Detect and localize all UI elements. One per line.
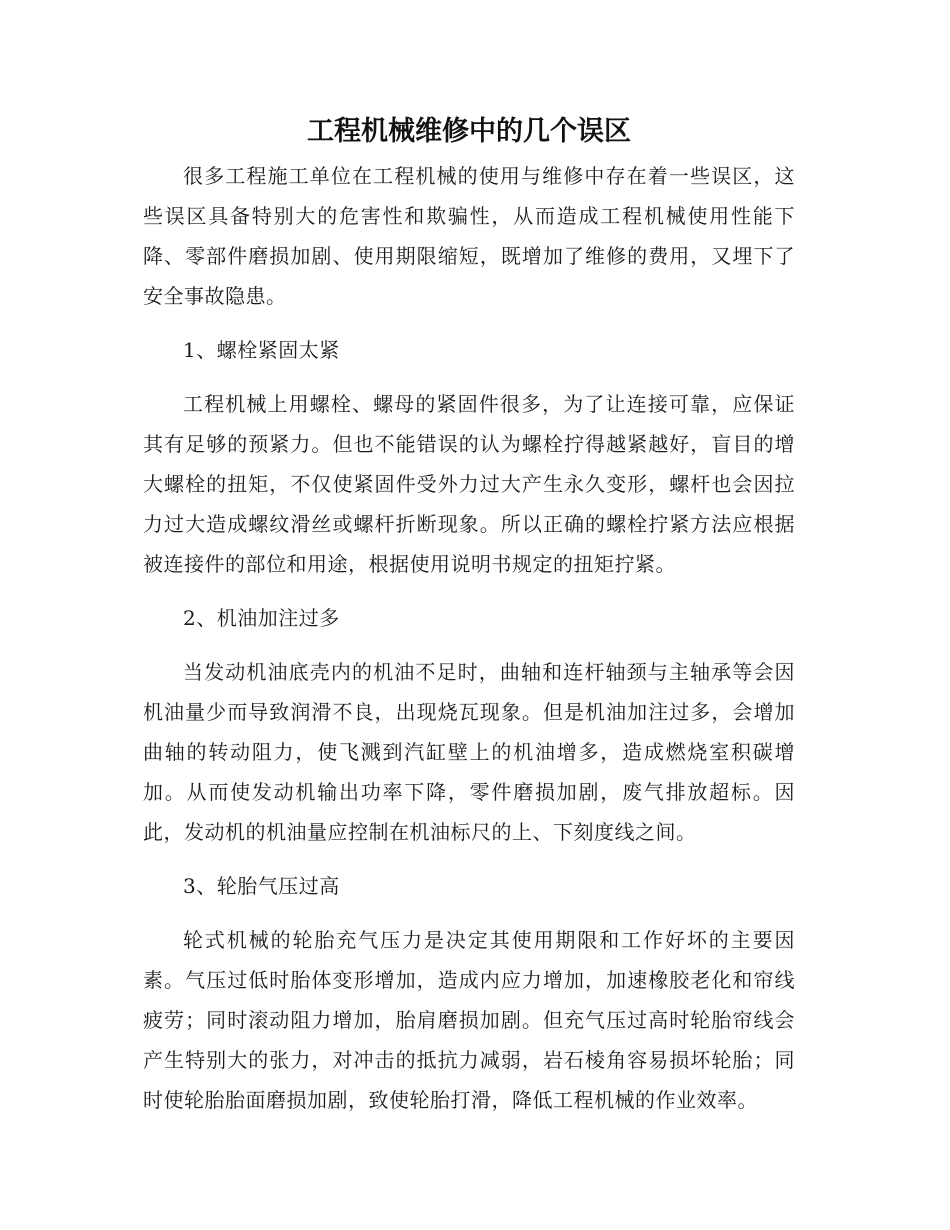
spacer [143, 906, 795, 920]
document-body [143, 112, 795, 1120]
section-heading-1: 1、螺栓紧固太紧 [183, 338, 340, 362]
document-title: 工程机械维修中的几个误区 [307, 116, 631, 147]
spacer [143, 638, 795, 652]
section-body-2: 当发动机油底壳内的机油不足时，曲轴和连杆轴颈与主轴承等会因机油量少而导致润滑不良，出现烧瓦现象。但是机油加注过多，会增加曲轴的转动阻力，使飞溅到汽缸壁上的机油增多，造成燃烧室积碳增加。从而使发动机输出功率下降，零件磨损加剧，废气排放超标。因此，发动机的机油量应控制在机油标尺的上、下刻度线之间。 [143, 660, 795, 844]
intro-paragraph: 很多工程施工单位在工程机械的使用与维修中存在着一些误区，这些误区具备特别大的危害性和欺骗性，从而造成工程机械使用性能下降、零部件磨损加剧、使用期限缩短，既增加了维修的费用，又埋下了安全事故隐患。 [143, 164, 795, 308]
spacer [143, 370, 795, 384]
section-body-1: 工程机械上用螺栓、螺母的紧固件很多，为了让连接可靠，应保证其有足够的预紧力。但也不能错误的认为螺栓拧得越紧越好，盲目的增大螺栓的扭矩，不仅使紧固件受外力过大产生永久变形，螺杆也会因拉力过大造成螺纹滑丝或螺杆折断现象。所以正确的螺栓拧紧方法应根据被连接件的部位和用途，根据使用说明书规定的扭矩拧紧。 [143, 392, 795, 576]
section-body-3: 轮式机械的轮胎充气压力是决定其使用期限和工作好坏的主要因素。气压过低时胎体变形增加，造成内应力增加，加速橡胶老化和帘线疲劳；同时滚动阻力增加，胎肩磨损加剧。但充气压过高时轮胎帘线会产生特别大的张力，对冲击的抵抗力减弱，岩石棱角容易损坏轮胎；同时使轮胎胎面磨损加剧，致使轮胎打滑，降低工程机械的作业效率。 [143, 928, 795, 1112]
spacer [143, 852, 795, 866]
spacer [143, 584, 795, 598]
section-heading-2: 2、机油加注过多 [183, 606, 340, 630]
section-heading-3: 3、轮胎气压过高 [183, 874, 340, 898]
spacer [143, 316, 795, 330]
